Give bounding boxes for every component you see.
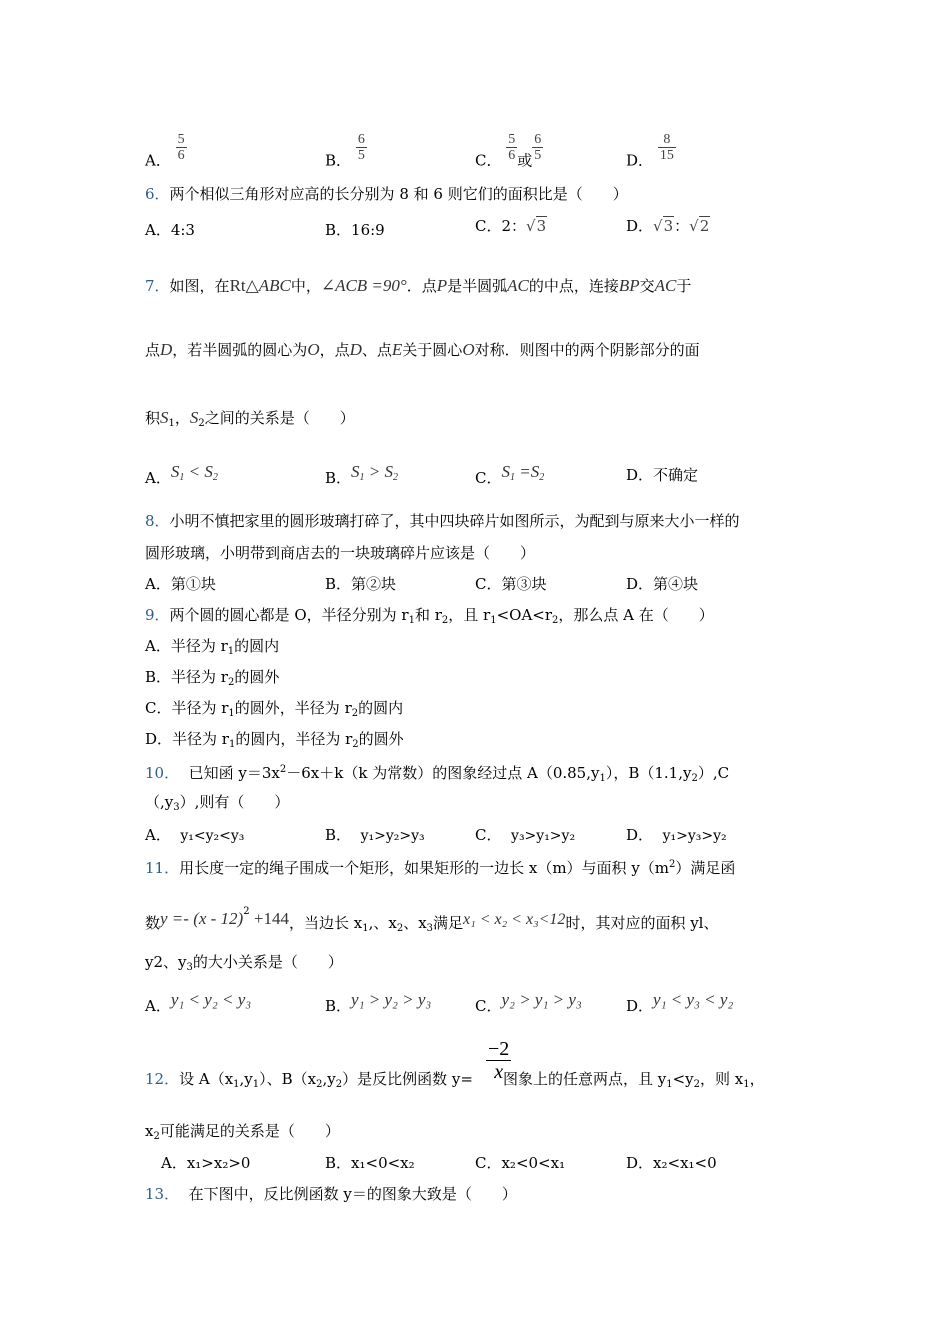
q9-stem: 9．两个圆的圆心都是 O，半径分别为 $r_1$和 $r_2$，且 $r_1<OA<r_2$，那么点 A 在（ ） <box>145 606 714 626</box>
q6-option-a: A．4:3 <box>145 221 195 239</box>
q8-option-a: A．第①块 <box>145 575 216 593</box>
q9-option-d: D．半径为 $r_1$的圆内，半径为 $r_2$的圆外 <box>145 730 404 750</box>
q12-option-d: D．x₂<x₁<0 <box>626 1154 717 1172</box>
q6-option-c: C．2：√3 <box>475 217 547 235</box>
q10-option-c: C． y₃>y₁>y₂ <box>475 826 576 844</box>
q8-option-d: D．第④块 <box>626 575 699 593</box>
q6-option-d: D．√3：√2 <box>626 217 710 235</box>
q11-option-b: B．y₁ > y₂ > y₃ <box>325 990 432 1015</box>
q7-option-b: B．$S_1 > S_2$ <box>325 462 399 487</box>
q9-option-c: C．半径为 $r_1$的圆外，半径为 $r_2$的圆内 <box>145 699 404 719</box>
q12-stem-line-2: $x_2$可能满足的关系是（ ） <box>145 1122 340 1142</box>
q5-d-fraction: $\frac{8}{15}$ <box>659 132 674 163</box>
q5-option-c: C． $\frac{5}{6}$ 或 $\frac{6}{5}$ <box>475 132 542 170</box>
q8-option-b: B．第②块 <box>325 575 397 593</box>
q7-option-c: C．$S_1 =S_2$ <box>475 462 545 487</box>
q12-function-fraction: $\frac{-2}{x}$ <box>488 1038 510 1083</box>
q13-stem: 13． 在下图中，反比例函数 y＝的图象大致是（ ） <box>145 1185 517 1203</box>
q10-stem-line-1: 10． 已知函 $y=3x^2-6x+k(k$ 为常数）的图象经过点 $A(0.85,y_1)$，$B(1.1,y_2),C$ <box>145 764 730 784</box>
q5-option-a: A． $\frac{5}{6}$ <box>145 132 185 170</box>
q10-stem-line-2: $(,y_3)$,则有（ ） <box>145 793 290 813</box>
sqrt-icon: √3 <box>653 217 674 235</box>
q11-stem-line-2: 数y =- (x - 12)$^2$ +144，当边长 $x_1$,、$x_2$、$x_3$满足x₁ < x₂ < x₃<12时，其对应的面积 yl、 <box>145 906 719 934</box>
q11-option-c: C．y₂ > y₁ > y₃ <box>475 990 582 1015</box>
q8-option-c: C．第③块 <box>475 575 547 593</box>
q9-option-b: B．半径为 $r_2$的圆外 <box>145 668 280 688</box>
q9-option-a: A．半径为 $r_1$的圆内 <box>145 637 280 657</box>
q5-b-fraction: $\frac{6}{5}$ <box>357 132 365 163</box>
q7-stem-line-2: 点D，若半圆弧的圆心为O，点D、点E关于圆心O对称．则图中的两个阴影部分的面 <box>145 340 700 359</box>
q10-option-b: B． y₁>y₂>y₃ <box>325 826 425 844</box>
q5-option-d: D． $\frac{8}{15}$ <box>626 132 674 170</box>
q12-option-c: C．x₂<0<x₁ <box>475 1154 566 1172</box>
q6-stem: 6．两个相似三角形对应高的长分别为 8 和 6 则它们的面积比是（ ） <box>145 185 628 203</box>
q7-stem-line-1: 7．如图，在Rt△ABC中，∠ACB =90°．点P是半圆弧AC的中点，连接BP交AC于 <box>145 276 692 295</box>
q6-option-b: B．16:9 <box>325 221 385 239</box>
q7-option-a: A．$S_1 < S_2$ <box>145 462 218 487</box>
q12-stem-line-1: 12．设 $A(x_1,y_1)$、$B(x_2,y_2)$是反比例函数 y= 图象上的任意两点，且 $y_1<y_2$，则 $x_1$， <box>145 1070 765 1090</box>
q11-option-a: A．y₁ < y₂ < y₃ <box>145 990 252 1015</box>
q7-stem-line-3: 积$S_1$，$S_2$之间的关系是（ ） <box>145 408 355 429</box>
q8-stem-line-1: 8．小明不慎把家里的圆形玻璃打碎了，其中四块碎片如图所示，为配到与原来大小一样的 <box>145 512 740 530</box>
q11-option-d: D．y₁ < y₃ < y₂ <box>626 990 734 1015</box>
q10-option-d: D． y₁>y₃>y₂ <box>626 826 727 844</box>
q11-stem-line-1: 11．用长度一定的绳子围成一个矩形，如果矩形的一边长 x（m）与面积 $y(m^2)$满足函 <box>145 859 736 877</box>
q12-option-b: B．x₁<0<x₂ <box>325 1154 415 1172</box>
q8-stem-line-2: 圆形玻璃，小明带到商店去的一块玻璃碎片应该是（ ） <box>145 544 536 562</box>
q7-option-d: D．不确定 <box>626 466 699 484</box>
q5-c-fraction-2: $\frac{6}{5}$ <box>534 132 542 163</box>
q11-stem-line-3: y2、$y_3$的大小关系是（ ） <box>145 953 343 973</box>
q5-c-fraction-1: $\frac{5}{6}$ <box>508 132 516 163</box>
q12-option-a: A．x₁>x₂>0 <box>161 1154 251 1172</box>
q5-option-b: B． $\frac{6}{5}$ <box>325 132 365 170</box>
q5-a-fraction: $\frac{5}{6}$ <box>177 132 185 163</box>
sqrt-icon: √3 <box>526 217 547 235</box>
q10-option-a: A． y₁<y₂<y₃ <box>145 826 245 844</box>
sqrt-icon: √2 <box>689 217 710 235</box>
